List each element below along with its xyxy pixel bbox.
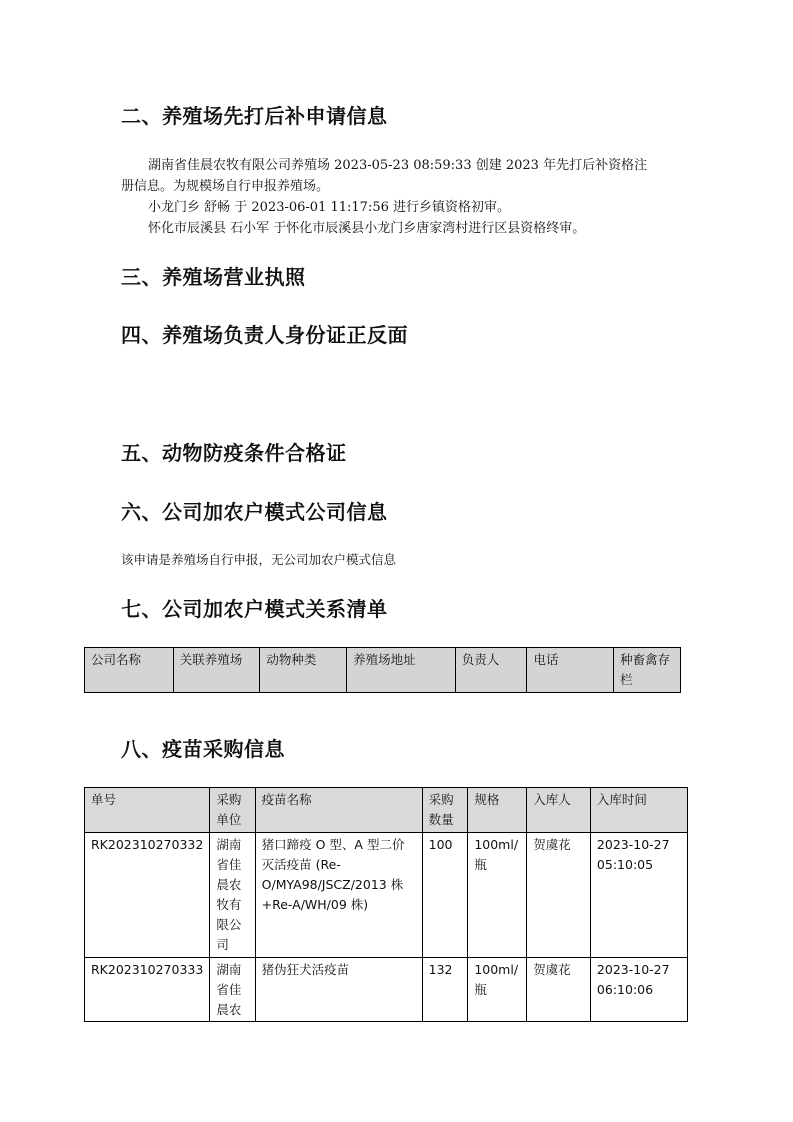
col-farm-address: 养殖场地址 <box>347 648 456 693</box>
col-vaccine-name: 疫苗名称 <box>255 788 422 833</box>
table-row <box>85 833 688 958</box>
cell-spec: 100ml/瓶 <box>468 833 527 958</box>
section-4-title: 四、养殖场负责人身份证正反面 <box>121 323 408 347</box>
cell-order-id: RK202310270333 <box>85 958 210 1022</box>
col-owner: 负责人 <box>455 648 527 693</box>
cell-purchase-unit-text: 湖南省佳晨农 <box>216 962 242 1017</box>
cell-stocker: 贺虞花 <box>527 958 591 1022</box>
vaccine-purchase-table <box>84 787 688 1022</box>
col-order-id: 单号 <box>85 788 210 833</box>
cell-purchase-unit: 湖南省佳晨农牧有限公司 <box>210 833 255 958</box>
section-2-para3: 怀化市辰溪县 石小军 于怀化市辰溪县小龙门乡唐家湾村进行区县资格终审。 <box>148 221 586 236</box>
section-2-para1-line2: 册信息。为规模场自行申报养殖场。 <box>121 179 330 194</box>
table-header-row <box>85 648 681 693</box>
section-6-note: 该申请是养殖场自行申报，无公司加农户模式信息 <box>121 552 397 567</box>
col-quantity: 采购数量 <box>422 788 468 833</box>
cell-purchase-unit <box>210 958 255 1022</box>
section-6-title: 六、公司加农户模式公司信息 <box>121 500 388 524</box>
col-stocker: 入库人 <box>527 788 591 833</box>
col-animal-type: 动物种类 <box>260 648 347 693</box>
section-2-title: 二、养殖场先打后补申请信息 <box>121 104 388 128</box>
section-2-para2: 小龙门乡 舒畅 于 2023-06-01 11:17:56 进行乡镇资格初审。 <box>148 200 511 215</box>
section-7-title: 七、公司加农户模式关系清单 <box>121 597 388 621</box>
cell-vaccine-name: 猪口蹄疫 O 型、A 型二价灭活疫苗 (Re-O/MYA98/JSCZ/2013 株+Re-A/WH/09 株) <box>255 833 422 958</box>
col-purchase-unit: 采购单位 <box>210 788 255 833</box>
cell-vaccine-name: 猪伪狂犬活疫苗 <box>255 958 422 1022</box>
section-3-title: 三、养殖场营业执照 <box>121 265 306 289</box>
cell-quantity: 100 <box>422 833 468 958</box>
col-company-name: 公司名称 <box>85 648 174 693</box>
cell-quantity: 132 <box>422 958 468 1022</box>
table-row <box>85 958 688 1022</box>
cell-spec: 100ml/瓶 <box>468 958 527 1022</box>
relation-list-table <box>84 647 681 693</box>
col-linked-farm: 关联养殖场 <box>173 648 260 693</box>
section-8-title: 八、疫苗采购信息 <box>121 737 285 761</box>
section-2-para1-line1: 湖南省佳晨农牧有限公司养殖场 2023-05-23 08:59:33 创建 2023 年先打后补资格注 <box>148 158 648 173</box>
col-breeding-stock: 种畜禽存栏 <box>614 648 681 693</box>
col-spec: 规格 <box>468 788 527 833</box>
table-header-row <box>85 788 688 833</box>
cell-stock-time: 2023-10-27 06:10:06 <box>590 958 687 1022</box>
section-5-title: 五、动物防疫条件合格证 <box>121 441 347 465</box>
cell-stocker: 贺虞花 <box>527 833 591 958</box>
cell-stock-time: 2023-10-27 05:10:05 <box>590 833 687 958</box>
col-phone: 电话 <box>527 648 614 693</box>
cell-order-id: RK202310270332 <box>85 833 210 958</box>
col-stock-time: 入库时间 <box>590 788 687 833</box>
